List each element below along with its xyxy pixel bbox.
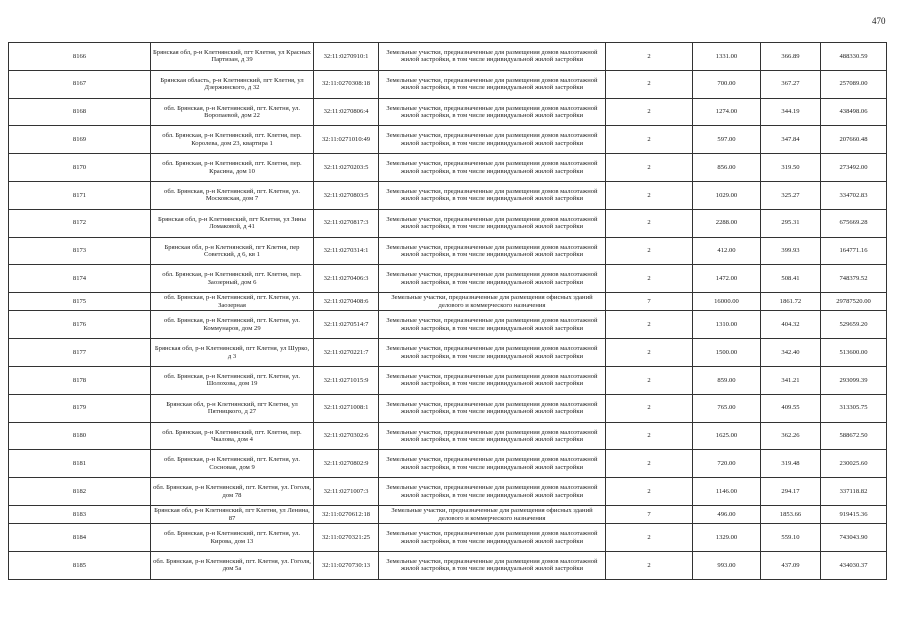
- row-number: 8177: [9, 339, 151, 367]
- cadastral-value-cell: 164771.16: [821, 237, 887, 265]
- group-cell: 2: [606, 524, 693, 552]
- cadastral-number-cell: 32:11:0270314:1: [314, 237, 379, 265]
- group-cell: 2: [606, 181, 693, 209]
- address-cell: обл. Брянская, р-н Клетнянский, пгт. Клетня, ул. Московская, дом 7: [151, 181, 314, 209]
- land-use-cell: Земельные участки, предназначенные для размещения домов малоэтажной жилой застройки, в том числе индивидуальной жилой застройки: [379, 422, 606, 450]
- row-number: 8181: [9, 450, 151, 478]
- group-cell: 2: [606, 450, 693, 478]
- cadastral-number-cell: 32:11:0270203:5: [314, 154, 379, 182]
- address-cell: обл. Брянская, р-н Клетнянский, пгт. Клетня, ул. Гоголя, дом 5а: [151, 551, 314, 579]
- cadastral-value-cell: 438498.06: [821, 98, 887, 126]
- table-row: [9, 209, 887, 237]
- specific-value-cell: 325.27: [761, 181, 821, 209]
- address-cell: Брянская обл, р-н Клетнянский, пгт Клетня, ул Зины Ломаковой, д 41: [151, 209, 314, 237]
- address-cell: обл. Брянская, р-н Клетнянский, пгт. Клетня, пер. Королева, дом 23, квартира 1: [151, 126, 314, 154]
- land-use-cell: Земельные участки, предназначенные для размещения домов малоэтажной жилой застройки, в том числе индивидуальной жилой застройки: [379, 339, 606, 367]
- cadastral-number-cell: 32:11:0270730:13: [314, 551, 379, 579]
- land-use-cell: Земельные участки, предназначенные для размещения домов малоэтажной жилой застройки, в том числе индивидуальной жилой застройки: [379, 98, 606, 126]
- group-cell: 2: [606, 311, 693, 339]
- area-cell: 412.00: [693, 237, 761, 265]
- cadastral-value-cell: 743043.90: [821, 524, 887, 552]
- specific-value-cell: 366.89: [761, 43, 821, 71]
- address-cell: Брянская обл, р-н Клетнянский, пгт Клетня, ул Красных Партизан, д 39: [151, 43, 314, 71]
- row-number: 8185: [9, 551, 151, 579]
- group-cell: 2: [606, 422, 693, 450]
- group-cell: 2: [606, 126, 693, 154]
- specific-value-cell: 508.41: [761, 265, 821, 293]
- cadastral-number-cell: 32:11:0271007:3: [314, 478, 379, 506]
- table-body: [9, 43, 887, 580]
- group-cell: 2: [606, 209, 693, 237]
- row-number: 8182: [9, 478, 151, 506]
- row-number: 8175: [9, 293, 151, 311]
- land-use-cell: Земельные участки, предназначенные для размещения домов малоэтажной жилой застройки, в том числе индивидуальной жилой застройки: [379, 209, 606, 237]
- land-use-cell: Земельные участки, предназначенные для размещения домов малоэтажной жилой застройки, в том числе индивидуальной жилой застройки: [379, 450, 606, 478]
- address-cell: обл. Брянская, р-н Клетнянский, пгт. Клетня, ул. Коммунаров, дом 29: [151, 311, 314, 339]
- cadastral-value-table: [8, 42, 887, 580]
- specific-value-cell: 294.17: [761, 478, 821, 506]
- table-row: [9, 505, 887, 523]
- cadastral-value-cell: 257089.00: [821, 70, 887, 98]
- area-cell: 1500.00: [693, 339, 761, 367]
- row-number: 8176: [9, 311, 151, 339]
- specific-value-cell: 295.31: [761, 209, 821, 237]
- cadastral-value-cell: 334702.83: [821, 181, 887, 209]
- address-cell: Брянская обл, р-н Клетнянский, пгт Клетня, пер Советский, д 6, кв 1: [151, 237, 314, 265]
- specific-value-cell: 1861.72: [761, 293, 821, 311]
- specific-value-cell: 362.26: [761, 422, 821, 450]
- cadastral-value-cell: 588672.50: [821, 422, 887, 450]
- specific-value-cell: 404.32: [761, 311, 821, 339]
- group-cell: 2: [606, 98, 693, 126]
- row-number: 8171: [9, 181, 151, 209]
- row-number: 8169: [9, 126, 151, 154]
- specific-value-cell: 409.55: [761, 394, 821, 422]
- cadastral-number-cell: 32:11:0270806:4: [314, 98, 379, 126]
- land-use-cell: Земельные участки, предназначенные для размещения домов малоэтажной жилой застройки, в том числе индивидуальной жилой застройки: [379, 126, 606, 154]
- table-row: [9, 126, 887, 154]
- address-cell: обл. Брянская, р-н Клетнянский, пгт. Клетня, ул. Шолохова, дом 19: [151, 366, 314, 394]
- address-cell: Брянская обл, р-н Клетнянский, пгт Клетня, ул Пятницкого, д 27: [151, 394, 314, 422]
- group-cell: 7: [606, 505, 693, 523]
- group-cell: 2: [606, 394, 693, 422]
- cadastral-value-cell: 529659.20: [821, 311, 887, 339]
- address-cell: Брянская область, р-н Клетнянский, пгт Клетня, ул Дзержинского, д 32: [151, 70, 314, 98]
- table-row: [9, 394, 887, 422]
- page-number: 470: [872, 16, 886, 26]
- address-cell: обл. Брянская, р-н Клетнянский, пгт. Клетня, пер. Заозерный, дом 6: [151, 265, 314, 293]
- land-use-cell: Земельные участки, предназначенные для размещения офисных зданий делового и коммерческого назначения: [379, 505, 606, 523]
- land-use-cell: Земельные участки, предназначенные для размещения домов малоэтажной жилой застройки, в том числе индивидуальной жилой застройки: [379, 237, 606, 265]
- table-row: [9, 422, 887, 450]
- area-cell: 856.00: [693, 154, 761, 182]
- group-cell: 2: [606, 154, 693, 182]
- cadastral-value-cell: 434030.37: [821, 551, 887, 579]
- row-number: 8172: [9, 209, 151, 237]
- cadastral-number-cell: 32:11:0270514:7: [314, 311, 379, 339]
- table-row: [9, 478, 887, 506]
- cadastral-number-cell: 32:11:0270803:5: [314, 181, 379, 209]
- cadastral-number-cell: 32:11:0271010:49: [314, 126, 379, 154]
- row-number: 8166: [9, 43, 151, 71]
- row-number: 8167: [9, 70, 151, 98]
- address-cell: Брянская обл, р-н Клетнянский, пгт Клетня, ул Ленина, 87: [151, 505, 314, 523]
- group-cell: 2: [606, 237, 693, 265]
- area-cell: 859.00: [693, 366, 761, 394]
- cadastral-value-cell: 513600.00: [821, 339, 887, 367]
- row-number: 8184: [9, 524, 151, 552]
- area-cell: 1029.00: [693, 181, 761, 209]
- cadastral-number-cell: 32:11:0270321:25: [314, 524, 379, 552]
- area-cell: 1472.00: [693, 265, 761, 293]
- cadastral-number-cell: 32:11:0271015:9: [314, 366, 379, 394]
- land-use-cell: Земельные участки, предназначенные для размещения домов малоэтажной жилой застройки, в том числе индивидуальной жилой застройки: [379, 265, 606, 293]
- address-cell: обл. Брянская, р-н Клетнянский, пгт. Клетня, ул. Кирова, дом 13: [151, 524, 314, 552]
- area-cell: 496.00: [693, 505, 761, 523]
- cadastral-value-cell: 748379.52: [821, 265, 887, 293]
- table-row: [9, 98, 887, 126]
- table-row: [9, 524, 887, 552]
- group-cell: 2: [606, 551, 693, 579]
- cadastral-value-cell: 230025.60: [821, 450, 887, 478]
- cadastral-number-cell: 32:11:0270308:18: [314, 70, 379, 98]
- land-use-cell: Земельные участки, предназначенные для размещения домов малоэтажной жилой застройки, в том числе индивидуальной жилой застройки: [379, 154, 606, 182]
- address-cell: обл. Брянская, р-н Клетнянский, пгт. Клетня, ул. Воропаевой, дом 22: [151, 98, 314, 126]
- land-use-cell: Земельные участки, предназначенные для размещения домов малоэтажной жилой застройки, в том числе индивидуальной жилой застройки: [379, 311, 606, 339]
- area-cell: 1331.00: [693, 43, 761, 71]
- group-cell: 2: [606, 70, 693, 98]
- group-cell: 7: [606, 293, 693, 311]
- table-row: [9, 181, 887, 209]
- area-cell: 1625.00: [693, 422, 761, 450]
- specific-value-cell: 319.48: [761, 450, 821, 478]
- cadastral-value-cell: 29787520.00: [821, 293, 887, 311]
- table-row: [9, 293, 887, 311]
- cadastral-number-cell: 32:11:0270910:1: [314, 43, 379, 71]
- specific-value-cell: 342.40: [761, 339, 821, 367]
- cadastral-number-cell: 32:11:0270302:6: [314, 422, 379, 450]
- row-number: 8179: [9, 394, 151, 422]
- cadastral-number-cell: 32:11:0270408:6: [314, 293, 379, 311]
- area-cell: 16000.00: [693, 293, 761, 311]
- row-number: 8178: [9, 366, 151, 394]
- area-cell: 1310.00: [693, 311, 761, 339]
- area-cell: 597.00: [693, 126, 761, 154]
- cadastral-value-cell: 675669.28: [821, 209, 887, 237]
- cadastral-value-cell: 919415.36: [821, 505, 887, 523]
- specific-value-cell: 347.84: [761, 126, 821, 154]
- land-use-cell: Земельные участки, предназначенные для размещения домов малоэтажной жилой застройки, в том числе индивидуальной жилой застройки: [379, 551, 606, 579]
- row-number: 8168: [9, 98, 151, 126]
- table-row: [9, 265, 887, 293]
- address-cell: обл. Брянская, р-н Клетнянский, пгт. Клетня, ул. Заозерная: [151, 293, 314, 311]
- address-cell: обл. Брянская, р-н Клетнянский, пгт. Клетня, ул. Сосновая, дом 9: [151, 450, 314, 478]
- area-cell: 2288.00: [693, 209, 761, 237]
- specific-value-cell: 319.50: [761, 154, 821, 182]
- row-number: 8180: [9, 422, 151, 450]
- row-number: 8174: [9, 265, 151, 293]
- cadastral-number-cell: 32:11:0270612:18: [314, 505, 379, 523]
- cadastral-value-cell: 293099.39: [821, 366, 887, 394]
- table-row: [9, 237, 887, 265]
- specific-value-cell: 344.19: [761, 98, 821, 126]
- land-use-cell: Земельные участки, предназначенные для размещения домов малоэтажной жилой застройки, в том числе индивидуальной жилой застройки: [379, 524, 606, 552]
- cadastral-value-cell: 207660.48: [821, 126, 887, 154]
- area-cell: 700.00: [693, 70, 761, 98]
- address-cell: Брянская обл, р-н Клетнянский, пгт Клетня, ул Шурко, д 3: [151, 339, 314, 367]
- area-cell: 1274.00: [693, 98, 761, 126]
- table-row: [9, 366, 887, 394]
- land-use-cell: Земельные участки, предназначенные для размещения домов малоэтажной жилой застройки, в том числе индивидуальной жилой застройки: [379, 181, 606, 209]
- cadastral-number-cell: 32:11:0270406:3: [314, 265, 379, 293]
- land-use-cell: Земельные участки, предназначенные для размещения домов малоэтажной жилой застройки, в том числе индивидуальной жилой застройки: [379, 478, 606, 506]
- land-use-cell: Земельные участки, предназначенные для размещения домов малоэтажной жилой застройки, в том числе индивидуальной жилой застройки: [379, 366, 606, 394]
- group-cell: 2: [606, 478, 693, 506]
- area-cell: 993.00: [693, 551, 761, 579]
- cadastral-value-cell: 337118.82: [821, 478, 887, 506]
- specific-value-cell: 1853.66: [761, 505, 821, 523]
- cadastral-number-cell: 32:11:0270817:3: [314, 209, 379, 237]
- land-use-cell: Земельные участки, предназначенные для размещения домов малоэтажной жилой застройки, в том числе индивидуальной жилой застройки: [379, 70, 606, 98]
- specific-value-cell: 341.21: [761, 366, 821, 394]
- table-row: [9, 311, 887, 339]
- group-cell: 2: [606, 339, 693, 367]
- cadastral-value-cell: 273492.00: [821, 154, 887, 182]
- area-cell: 720.00: [693, 450, 761, 478]
- group-cell: 2: [606, 265, 693, 293]
- address-cell: обл. Брянская, р-н Клетнянский, пгт. Клетня, пер. Красина, дом 10: [151, 154, 314, 182]
- row-number: 8170: [9, 154, 151, 182]
- area-cell: 1329.00: [693, 524, 761, 552]
- table-row: [9, 154, 887, 182]
- address-cell: обл. Брянская, р-н Клетнянский, пгт. Клетня, пер. Чкалова, дом 4: [151, 422, 314, 450]
- cadastral-value-cell: 313305.75: [821, 394, 887, 422]
- group-cell: 2: [606, 366, 693, 394]
- land-use-cell: Земельные участки, предназначенные для размещения домов малоэтажной жилой застройки, в том числе индивидуальной жилой застройки: [379, 43, 606, 71]
- specific-value-cell: 367.27: [761, 70, 821, 98]
- cadastral-number-cell: 32:11:0271008:1: [314, 394, 379, 422]
- land-use-cell: Земельные участки, предназначенные для размещения офисных зданий делового и коммерческого назначения: [379, 293, 606, 311]
- group-cell: 2: [606, 43, 693, 71]
- specific-value-cell: 437.09: [761, 551, 821, 579]
- land-use-cell: Земельные участки, предназначенные для размещения домов малоэтажной жилой застройки, в том числе индивидуальной жилой застройки: [379, 394, 606, 422]
- address-cell: обл. Брянская, р-н Клетнянский, пгт. Клетня, ул. Гоголя, дом 78: [151, 478, 314, 506]
- table-row: [9, 450, 887, 478]
- cadastral-number-cell: 32:11:0270221:7: [314, 339, 379, 367]
- row-number: 8173: [9, 237, 151, 265]
- specific-value-cell: 399.93: [761, 237, 821, 265]
- table-row: [9, 339, 887, 367]
- area-cell: 1146.00: [693, 478, 761, 506]
- cadastral-number-cell: 32:11:0270802:9: [314, 450, 379, 478]
- table-row: [9, 551, 887, 579]
- table-row: [9, 70, 887, 98]
- specific-value-cell: 559.10: [761, 524, 821, 552]
- cadastral-value-cell: 488330.59: [821, 43, 887, 71]
- row-number: 8183: [9, 505, 151, 523]
- area-cell: 765.00: [693, 394, 761, 422]
- table-row: [9, 43, 887, 71]
